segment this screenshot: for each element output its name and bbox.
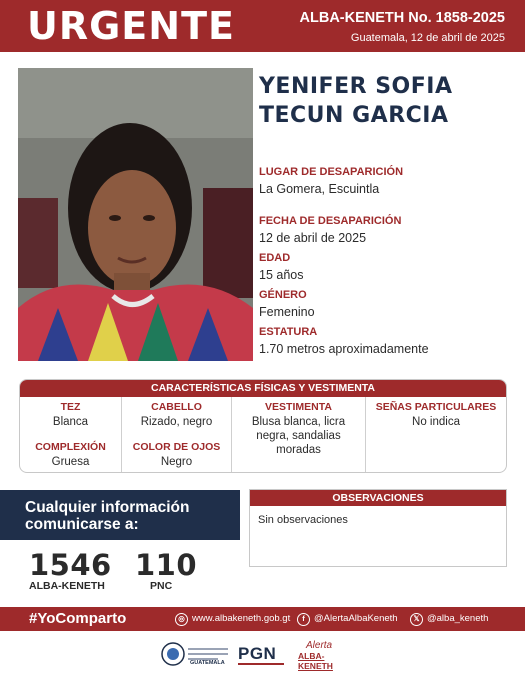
col-cabello	[121, 397, 231, 472]
col-senas	[365, 397, 506, 472]
field-fecha	[259, 215, 401, 245]
estatura-value: 1.70 metros aproximadamente	[259, 342, 429, 356]
field-estatura	[259, 326, 429, 356]
alerta-logo-main: ALBA-KENETH	[298, 651, 333, 671]
col-tez	[20, 397, 121, 472]
x-link[interactable]	[410, 612, 488, 626]
characteristics-title: CARACTERÍSTICAS FÍSICAS Y VESTIMENTA	[20, 380, 506, 397]
genero-value: Femenino	[259, 305, 315, 319]
cabello-label: CABELLO	[151, 401, 202, 413]
name-line-1: YENIFER SOFIA	[259, 74, 453, 99]
alerta-logo-top: Alerta	[306, 640, 333, 651]
vestimenta-line-3: moradas	[276, 444, 321, 456]
website-link[interactable]	[175, 612, 290, 626]
complexion-value: Gruesa	[51, 456, 90, 468]
edad-value: 15 años	[259, 268, 304, 282]
facebook-link[interactable]	[297, 612, 398, 626]
gov-logo-text: GUATEMALA	[190, 660, 225, 666]
alert-number: ALBA-KENETH No. 1858-2025	[299, 10, 505, 26]
hashtag: #YoComparto	[29, 610, 127, 627]
globe-icon: ◎	[175, 613, 188, 626]
tez-label: TEZ	[60, 401, 81, 413]
genero-label: GÉNERO	[259, 289, 307, 301]
complexion-label: COMPLEXIÓN	[35, 441, 106, 453]
pgn-logo	[236, 640, 286, 668]
field-genero	[259, 289, 315, 319]
facebook-text: @AlertaAlbaKeneth	[314, 613, 398, 624]
urgent-title: URGENTE	[27, 4, 235, 48]
tez-value: Blanca	[52, 416, 89, 428]
phone-alba-keneth: 1546	[29, 548, 112, 582]
senas-label: SEÑAS PARTICULARES	[375, 401, 497, 413]
person-name	[259, 72, 509, 130]
vestimenta-line-2: negra, sandalias	[256, 430, 341, 442]
place-date: Guatemala, 12 de abril de 2025	[350, 32, 505, 44]
website-text: www.albakeneth.gob.gt	[192, 613, 291, 624]
characteristics-box	[19, 379, 507, 473]
senas-value: No indica	[412, 416, 460, 428]
observations-text: Sin observaciones	[258, 514, 348, 526]
missing-person-photo	[18, 68, 253, 361]
field-lugar	[259, 166, 403, 196]
pgn-logo-text: PGN	[238, 644, 277, 663]
field-edad	[259, 252, 303, 282]
alerta-alba-keneth-logo	[298, 640, 350, 670]
vestimenta-label: VESTIMENTA	[265, 401, 332, 413]
ojos-label: COLOR DE OJOS	[132, 441, 221, 453]
lugar-label: LUGAR DE DESAPARICIÓN	[259, 166, 404, 178]
contact-line-1: Cualquier información	[25, 499, 190, 516]
contact-box	[0, 490, 240, 540]
estatura-label: ESTATURA	[259, 326, 318, 338]
cabello-value: Rizado, negro	[140, 416, 213, 428]
government-logo	[160, 640, 230, 668]
edad-label: EDAD	[259, 252, 291, 264]
lugar-value: La Gomera, Escuintla	[259, 182, 380, 196]
contact-line-2: comunicarse a:	[25, 516, 139, 533]
observations-box	[249, 489, 507, 567]
phone-pnc: 110	[135, 548, 198, 582]
header-banner	[0, 0, 525, 52]
x-icon: 𝕏	[410, 613, 423, 626]
x-text: @alba_keneth	[427, 613, 489, 624]
facebook-icon: f	[297, 613, 310, 626]
observations-title: OBSERVACIONES	[250, 490, 506, 506]
phone-pnc-label: PNC	[150, 580, 173, 592]
name-line-2: TECUN GARCIA	[259, 103, 449, 128]
col-vestimenta	[231, 397, 365, 472]
fecha-value: 12 de abril de 2025	[259, 231, 367, 245]
footer-bar	[0, 607, 525, 631]
vestimenta-line-1: Blusa blanca, licra	[251, 416, 346, 428]
phone-alba-keneth-label: ALBA-KENETH	[29, 580, 105, 592]
ojos-value: Negro	[160, 456, 193, 468]
fecha-label: FECHA DE DESAPARICIÓN	[259, 215, 402, 227]
